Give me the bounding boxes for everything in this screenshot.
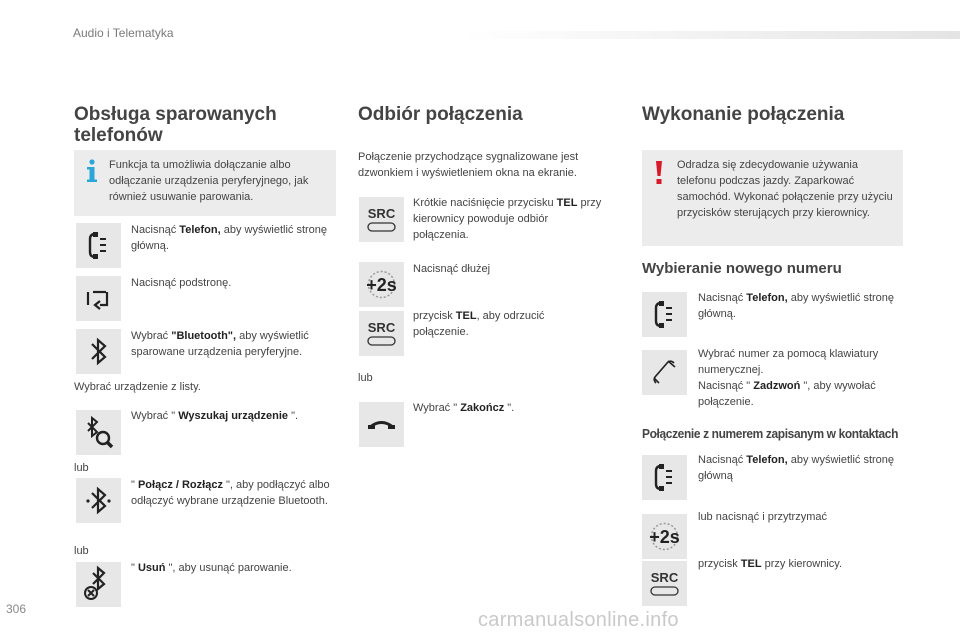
src-button[interactable] — [359, 311, 404, 356]
src-label: SRC — [367, 320, 396, 335]
end-call-button[interactable] — [359, 402, 404, 447]
step-text: " Usuń ", aby usunąć parowanie. — [131, 562, 292, 574]
search-device-button[interactable] — [76, 410, 121, 455]
phone-handset-icon — [76, 223, 121, 268]
hold-2s-button[interactable] — [359, 262, 404, 307]
subpage-button[interactable] — [76, 276, 121, 321]
or-label: lub — [74, 545, 89, 557]
bluetooth-icon — [76, 329, 121, 374]
hang-up-icon — [359, 402, 404, 447]
step-text: Wybrać "Bluetooth", aby wyświetlić sparowane urządzenia peryferyjne. — [131, 330, 309, 358]
phone-handset-icon — [642, 455, 687, 500]
dial-button[interactable] — [642, 350, 687, 395]
page-number: 306 — [6, 602, 27, 616]
step-text: " Połącz / Rozłącz ", aby podłączyć albo odłączyć wybrane urządzenie Bluetooth. — [131, 479, 330, 507]
section-title-paired-phones: Obsługa sparowanych telefonów — [74, 104, 277, 146]
src-label: SRC — [650, 570, 679, 585]
info-icon — [86, 159, 98, 183]
or-label: lub — [358, 372, 373, 384]
bluetooth-button[interactable] — [76, 329, 121, 374]
warning-text: Odradza się zdecydowanie używania telefonu podczas jazdy. Zaparkować samochód. Wykonać połączenie przy użyciu przycisków sterujących przy kierownicy. — [677, 159, 893, 219]
src-tel-icon — [359, 197, 404, 242]
intro-text: Połączenie przychodzące sygnalizowane jest dzwonkiem i wyświetleniem okna na ekranie. — [358, 151, 579, 179]
step-text: lub nacisnąć i przytrzymać — [698, 511, 827, 523]
dial-handset-icon — [642, 350, 687, 395]
subsection-title-new-number: Wybieranie nowego numeru — [642, 260, 842, 277]
section-title-answer-call: Odbiór połączenia — [358, 104, 523, 125]
warning-icon — [655, 161, 663, 185]
step-text: Wybrać numer za pomocą klawiatury numerycznej. Nacisnąć " Zadzwoń ", aby wywołać połączenie. — [698, 348, 879, 408]
warning-panel — [642, 150, 903, 246]
step-text: Nacisnąć podstronę. — [131, 277, 232, 289]
step-text: Nacisnąć Telefon, aby wyświetlić stronę główną. — [131, 224, 328, 252]
header-divider — [460, 31, 960, 39]
section-title-make-call: Wykonanie połączenia — [642, 104, 845, 125]
delete-pairing-button[interactable] — [76, 562, 121, 607]
src-label: SRC — [367, 206, 396, 221]
bluetooth-search-icon — [76, 410, 121, 455]
step-text: przycisk TEL, aby odrzucić połączenie. — [413, 310, 545, 338]
telefon-button[interactable] — [642, 455, 687, 500]
phone-handset-icon — [642, 292, 687, 337]
src-button[interactable] — [642, 561, 687, 606]
src-tel-icon — [359, 311, 404, 356]
info-text: Funkcja ta umożliwia dołączanie albo odłączanie urządzenia peryferyjnego, jak również usuwanie parowania. — [109, 159, 309, 203]
step-text: Wybrać " Zakończ ". — [413, 402, 515, 414]
running-header: Audio i Telematyka — [73, 26, 174, 40]
step-text: Nacisnąć Telefon, aby wyświetlić stronę główną — [698, 454, 895, 482]
hold-2s-icon — [642, 514, 687, 559]
connect-disconnect-button[interactable] — [76, 478, 121, 523]
step-text: przycisk TEL przy kierownicy. — [698, 558, 843, 570]
bluetooth-delete-icon — [76, 562, 121, 607]
step-text: Wybrać " Wyszukaj urządzenie ". — [131, 410, 299, 422]
watermark: carmanualsonline.info — [478, 609, 679, 631]
info-panel — [74, 150, 336, 216]
hold-2s-icon — [359, 262, 404, 307]
src-tel-icon — [642, 561, 687, 606]
step-text: Krótkie naciśnięcie przycisku TEL przy kierownicy powoduje odbiór połączenia. — [413, 197, 602, 241]
step-text: Wybrać urządzenie z listy. — [74, 381, 201, 393]
hold-2s-button[interactable] — [642, 514, 687, 559]
bluetooth-connect-icon — [76, 478, 121, 523]
hold-label: +2s — [366, 275, 397, 295]
or-label: lub — [74, 462, 89, 474]
telefon-button[interactable] — [642, 292, 687, 337]
step-text: Nacisnąć Telefon, aby wyświetlić stronę główną. — [698, 292, 895, 320]
step-text: Nacisnąć dłużej — [413, 263, 491, 275]
subsection-title-saved-contact: Połączenie z numerem zapisanym w kontaktach — [642, 426, 899, 441]
telefon-button[interactable] — [76, 223, 121, 268]
subpage-arrow-icon — [76, 276, 121, 321]
hold-label: +2s — [649, 527, 680, 547]
src-button[interactable] — [359, 197, 404, 242]
